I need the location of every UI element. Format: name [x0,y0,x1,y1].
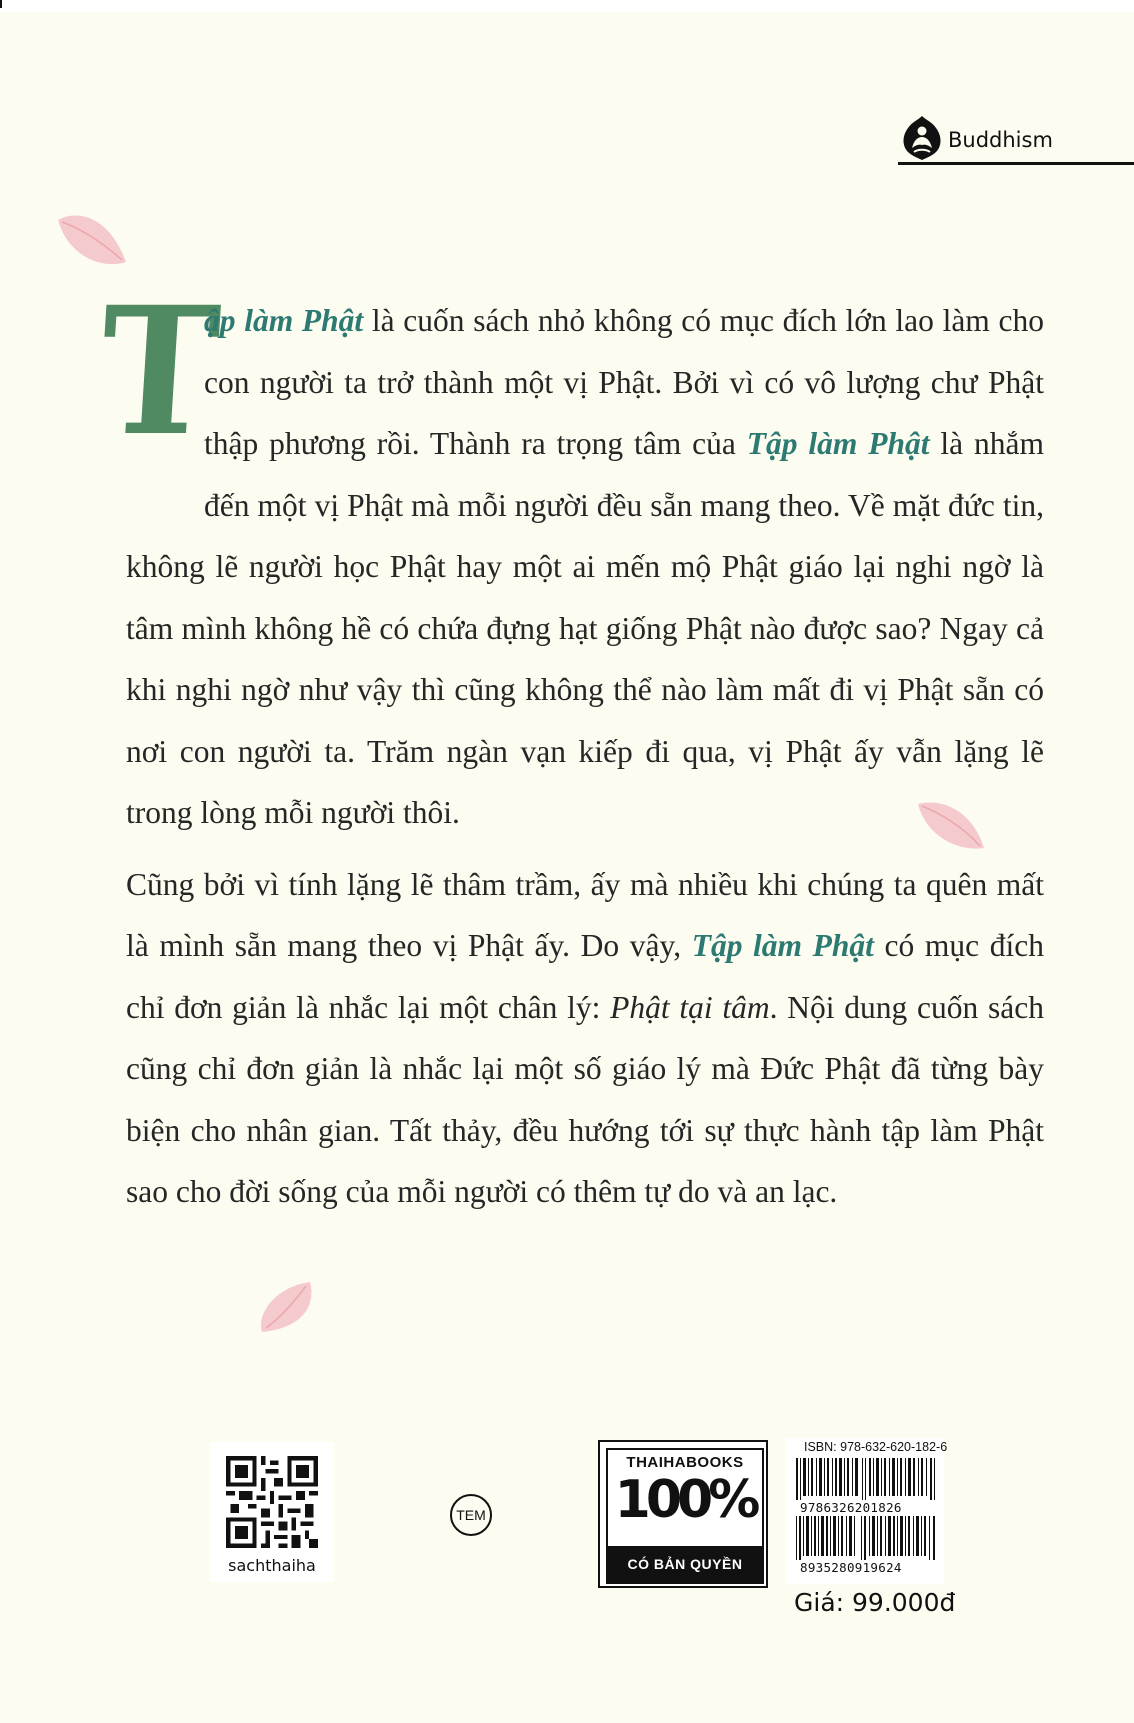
bodhi-leaf-meditator-icon [900,114,944,162]
top-edge-strip [0,0,1134,12]
blurb-text: Cũng bởi vì tính lặng lẽ thâm trầm, ấy mà nhiều khi chúng ta quên mất là mình sẵn mang theo vị Phật ấy. Do vậy, [126,866,1044,963]
petal-icon [56,212,130,268]
book-title-emphasis: Tập làm Phật [746,426,930,461]
badge-caption: CÓ BẢN QUYỀN [608,1546,762,1582]
blurb-text: có mục đích chỉ đơn giản là nhắc lại một chân lý: [126,928,1044,1025]
blurb-text: là cuốn sách nhỏ không có mục đích lớn lao làm cho con người ta trở thành một vị Phật. Bởi vì có vô lượng chư Phật thập phương rồi. Thành ra trọng tâm của [204,303,1044,461]
book-title-emphasis: Tập làm Phật [691,928,874,963]
blurb-text: là nhắm đến một vị Phật mà mỗi người đều sẵn mang theo. Về mặt đức tin, không lẽ người học Phật hay một ai mến mộ Phật giáo lại nghi ngờ là tâm mình không hề có chứa đựng hạt giống Phật nào được sao? Ngay cả khi nghi ngờ như vậy thì cũng không thể nào làm mất đi vị Phật sẵn có nơi con người ta. Trăm ngàn vạn kiếp đi qua, vị Phật ấy vẫn lặng lẽ trong lòng mỗi người thôi. [126,426,1044,830]
petal-icon [258,1280,314,1334]
back-cover-blurb [126,290,1044,1223]
copyright-badge [598,1440,768,1588]
imprint-label: Buddhism [948,128,1053,152]
isbn-number: ISBN: 978-632-620-182-6 [804,1440,948,1454]
badge-frame [606,1448,764,1584]
crop-mark [0,0,2,8]
blurb-paragraph [126,290,1044,844]
badge-percent: 100% [614,1470,756,1530]
blurb-text: . Nội dung cuốn sách cũng chỉ đơn giản là nhắc lại một số giáo lý mà Đức Phật đã từng bày biện cho nhân gian. Tất thảy, đều hướng tới sự thực hành tập làm Phật sao cho đời sống của mỗi người có thêm tự do và an lạc. [126,989,1044,1209]
qr-code-label: sachthaiha [228,1556,316,1575]
blurb-paragraph [126,854,1044,1223]
price-label: Giá: 99.000đ [794,1588,956,1617]
barcode-icon [794,1458,938,1500]
qr-code-block[interactable] [210,1442,334,1582]
badge-publisher: THAIHABOOKS [626,1454,744,1471]
barcode-digits: 8935280919624 [800,1560,902,1575]
barcode-icon [794,1516,938,1560]
drop-cap-space [126,294,204,478]
book-title-emphasis: ập làm Phật [204,303,364,338]
barcode-digits: 9786326201826 [800,1500,902,1515]
tem-stamp: TEM [450,1494,492,1536]
imprint-rule [898,162,1134,165]
qr-code-icon [226,1456,318,1548]
barcode-block [786,1438,948,1584]
drop-cap-letter: T [93,268,225,475]
imprint-brand [898,114,1134,166]
italic-phrase: Phật tại tâm [610,989,770,1025]
